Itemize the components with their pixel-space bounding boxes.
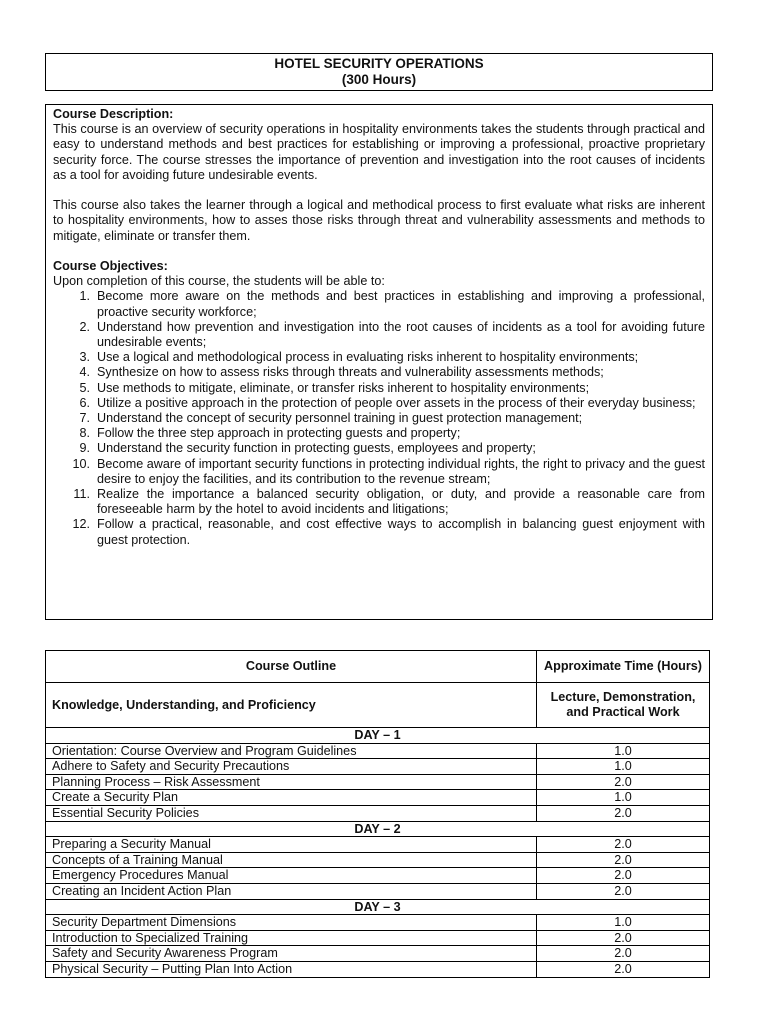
table-row — [46, 961, 710, 977]
table-row — [46, 852, 710, 868]
day-header-row — [46, 899, 710, 915]
objective-text: Understand the concept of security personnel training in guest protection management; — [97, 411, 583, 426]
description-paragraph-2: This course also takes the learner through a logical and methodical process to first evaluate what risks are inherent to hospitality environments, how to asses those risks through threat and vulnerability assessments and methods to mitigate, eliminate or transfer them. — [53, 198, 705, 243]
title-box — [45, 53, 713, 91]
objective-number: 7. — [79, 411, 90, 426]
objective-item — [53, 411, 705, 426]
topic-cell: Create a Security Plan — [46, 790, 537, 806]
table-row — [46, 915, 710, 931]
hours-cell: 2.0 — [537, 868, 710, 884]
objective-number: 11. — [73, 487, 90, 502]
time-column-header: Approximate Time (Hours) — [537, 651, 710, 683]
objective-item — [53, 457, 705, 487]
topic-cell: Preparing a Security Manual — [46, 837, 537, 853]
table-row — [46, 790, 710, 806]
topic-cell: Safety and Security Awareness Program — [46, 946, 537, 962]
objective-item — [53, 289, 705, 319]
topic-cell: Concepts of a Training Manual — [46, 852, 537, 868]
outline-column-header: Course Outline — [46, 651, 537, 683]
hours-cell: 2.0 — [537, 774, 710, 790]
objective-item — [53, 396, 705, 411]
hours-cell: 2.0 — [537, 852, 710, 868]
objective-text: Become more aware on the methods and best practices in establishing and improving a professional, proactive security workforce; — [97, 289, 705, 319]
page-subtitle: (300 Hours) — [341, 72, 417, 87]
day-header-row — [46, 728, 710, 744]
objective-number: 8. — [79, 426, 90, 441]
day-label: DAY – 1 — [46, 728, 710, 744]
objective-number: 12. — [72, 517, 90, 532]
hours-cell: 2.0 — [537, 837, 710, 853]
page-title: HOTEL SECURITY OPERATIONS — [274, 56, 484, 71]
objective-text: Synthesize on how to assess risks through threats and vulnerability assessments methods; — [97, 365, 604, 380]
topic-cell: Essential Security Policies — [46, 805, 537, 821]
objectives-list — [53, 289, 705, 547]
objective-number: 6. — [79, 395, 90, 410]
objective-text: Understand how prevention and investigation into the root causes of incidents as a tool for avoiding future undesirable events; — [97, 319, 705, 350]
objective-text: Follow the three step approach in protecting guests and property; — [97, 426, 461, 441]
topic-cell: Emergency Procedures Manual — [46, 868, 537, 884]
objective-number: 10. — [72, 456, 90, 471]
topic-cell: Orientation: Course Overview and Program Guidelines — [46, 743, 537, 759]
lecture-subheader: Lecture, Demonstration, and Practical Work — [537, 683, 710, 728]
hours-cell: 2.0 — [537, 805, 710, 821]
topic-cell: Adhere to Safety and Security Precautions — [46, 759, 537, 775]
table-row — [46, 868, 710, 884]
knowledge-subheader: Knowledge, Understanding, and Proficiency — [46, 683, 537, 728]
objective-number: 4. — [79, 365, 90, 380]
hours-cell: 2.0 — [537, 946, 710, 962]
topic-cell: Planning Process – Risk Assessment — [46, 774, 537, 790]
objective-number: 3. — [79, 350, 90, 365]
objective-text: Understand the security function in protecting guests, employees and property; — [97, 441, 536, 456]
topic-cell: Security Department Dimensions — [46, 915, 537, 931]
objective-item — [53, 426, 705, 441]
description-paragraph-1: This course is an overview of security operations in hospitality environments takes the students through practical and easy to understand methods and best practices for establishing or improving a professional, proactive proprietary security force. The course stresses the importance of prevention and investigation into the root causes of incidents as a tool for avoiding future undesirable events. — [53, 122, 705, 182]
course-outline-table — [45, 650, 710, 978]
objective-text: Become aware of important security functions in protecting individual rights, the right to privacy and the guest desire to enjoy the facilities, and its contribution to the revenue stream; — [97, 456, 705, 486]
day-header-row — [46, 821, 710, 837]
objective-item — [53, 320, 705, 350]
objectives-heading: Course Objectives: — [53, 259, 168, 273]
objective-item — [53, 517, 705, 547]
hours-cell: 1.0 — [537, 759, 710, 775]
objective-text: Follow a practical, reasonable, and cost effective ways to accomplish in balancing guest enjoyment with guest protection. — [97, 517, 705, 547]
topic-cell: Physical Security – Putting Plan Into Action — [46, 961, 537, 977]
objective-item — [53, 350, 705, 365]
objective-number: 5. — [79, 380, 90, 395]
objective-item — [53, 365, 705, 380]
objective-text: Use a logical and methodological process in evaluating risks inherent to hospitality environments; — [97, 350, 639, 365]
table-row — [46, 774, 710, 790]
table-row — [46, 946, 710, 962]
hours-cell: 2.0 — [537, 883, 710, 899]
table-row — [46, 759, 710, 775]
objectives-intro: Upon completion of this course, the students will be able to: — [53, 274, 385, 289]
objective-text: Realize the importance a balanced security obligation, or duty, and provide a reasonable care from foreseeable harm by the hotel to avoid incidents and litigations; — [97, 487, 705, 517]
objective-text: Utilize a positive approach in the protection of people over assets in the process of their everyday business; — [97, 395, 696, 410]
objective-item — [53, 441, 705, 456]
objective-number: 2. — [79, 319, 90, 334]
objective-number: 1. — [79, 289, 90, 304]
day-label: DAY – 3 — [46, 899, 710, 915]
hours-cell: 2.0 — [537, 930, 710, 946]
topic-cell: Creating an Incident Action Plan — [46, 883, 537, 899]
table-row — [46, 930, 710, 946]
table-row — [46, 883, 710, 899]
objective-text: Use methods to mitigate, eliminate, or transfer risks inherent to hospitality environments; — [97, 380, 590, 395]
course-description-box — [45, 104, 713, 620]
table-row — [46, 743, 710, 759]
hours-cell: 1.0 — [537, 743, 710, 759]
description-heading: Course Description: — [53, 107, 174, 121]
hours-cell: 1.0 — [537, 790, 710, 806]
objective-number: 9. — [79, 441, 90, 456]
day-label: DAY – 2 — [46, 821, 710, 837]
objective-item — [53, 487, 705, 517]
topic-cell: Introduction to Specialized Training — [46, 930, 537, 946]
hours-cell: 2.0 — [537, 961, 710, 977]
objective-item — [53, 381, 705, 396]
table-row — [46, 837, 710, 853]
table-row — [46, 805, 710, 821]
hours-cell: 1.0 — [537, 915, 710, 931]
